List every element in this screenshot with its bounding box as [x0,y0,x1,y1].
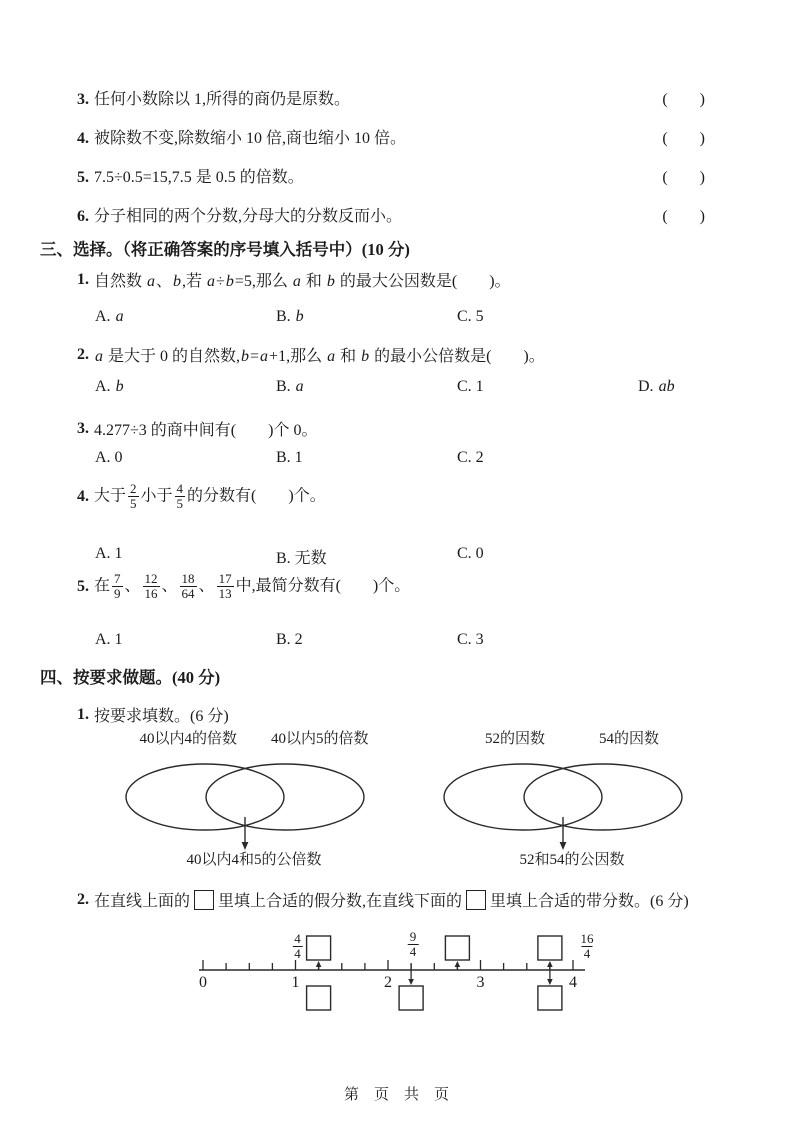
question-number: 2. [77,890,89,908]
choice-options-row [95,545,793,568]
fill-box-below [307,986,331,1010]
question-number: 2. [77,345,89,363]
choice-options-row [95,449,793,467]
choice-option: A. 1 [95,545,123,562]
section4-points: (40 分) [172,668,221,687]
venn-right-label: 40以内5的倍数 [271,731,369,747]
question-text: 被除数不变,除数缩小 10 倍,商也缩小 10 倍。 [94,130,407,147]
up-arrow-head [316,961,322,967]
choice-option: A. a [95,308,124,325]
number-line-label: 3 [476,974,485,991]
double-arrow-head-up [547,961,553,967]
answer-parentheses: ( ) [662,91,705,108]
up-arrow-head [455,961,461,967]
choice-question [77,482,326,512]
choice-option: C. 2 [457,449,484,466]
venn-ellipses-graphic [106,745,402,855]
choice-option: D. ab [638,378,675,395]
choice-option: A. b [95,378,124,395]
number-line-fraction [579,932,596,962]
fill-box-above [307,936,331,960]
number-line-diagram [195,930,597,1022]
question-number: 3. [77,91,89,108]
choice-option: A. 0 [95,449,123,466]
venn-diagram-factors [424,727,720,869]
choice-option: B. 无数 [276,550,327,567]
section4-title: 四、按要求做题。 [40,668,172,687]
venn-bottom-label: 52和54的公因数 [519,852,625,868]
question-text: 自然数 a、b,若 a÷b=5,那么 a 和 b 的最大公因数是( )。 [94,273,511,290]
question-text: 4.277÷3 的商中间有( )个 0。 [94,422,318,439]
venn-ellipse-left [444,764,602,830]
question-text: 7.5÷0.5=15,7.5 是 0.5 的倍数。 [94,169,304,186]
tf-question-row [77,86,705,109]
venn-ellipse-right [524,764,682,830]
venn-ellipses-graphic [424,745,720,855]
answer-parentheses: ( ) [662,130,705,147]
choice-options-row [95,378,793,396]
choice-option: C. 5 [457,308,484,325]
venn-bottom-label: 40以内4和5的公倍数 [186,852,322,868]
question-text: 在直线上面的 里填上合适的假分数,在直线下面的 里填上合适的带分数。(6 分) [94,888,689,911]
venn-diagram-multiples [106,727,402,869]
number-line-label: 1 [291,974,300,991]
question-number: 5. [77,577,89,595]
venn-top-labels [106,727,402,745]
choice-option: C. 0 [457,545,484,562]
fraction-numerator: 16 [580,931,594,946]
number-line-label: 0 [199,974,207,991]
fraction-denominator: 4 [583,946,591,962]
question-text: 分子相同的两个分数,分母大的分数反而小。 [94,208,403,225]
double-arrow-head-down [547,979,553,985]
question-number: 1. [77,705,89,723]
fraction-denominator: 4 [409,944,417,960]
choice-option: C. 1 [457,378,484,395]
number-line-ticks [203,960,573,970]
tf-question-row [77,203,705,226]
down-arrow-head [408,979,414,985]
fraction-numerator: 9 [409,929,417,944]
question-number: 5. [77,169,89,186]
choice-question [77,417,317,440]
fill-box-above [445,936,469,960]
question-text: a 是大于 0 的自然数,b=a+1,那么 a 和 b 的最小公倍数是( )。 [95,348,545,365]
choice-option: B. a [276,378,304,395]
number-line-label: 4 [569,974,577,991]
question-text: 大于 $\frac{2}{5}$ 小于 $\frac{4}{5}$ 的分数有( )个。 [94,481,326,512]
page-footer: 第 页 共 页 [343,1087,449,1103]
question-number: 6. [77,208,89,225]
fill-box-below [538,986,562,1010]
venn-ellipse-right [206,764,364,830]
number-line-fraction [408,930,419,960]
choice-question [77,572,410,602]
number-line-label: 2 [384,974,392,991]
question-text: 按要求填数。(6 分) [94,708,229,725]
answer-parentheses: ( ) [662,169,705,186]
choice-question [77,343,545,366]
venn-ellipse-left [126,764,284,830]
choice-option: C. 3 [457,631,484,648]
section4-q1 [77,703,229,726]
choice-option: B. 1 [276,449,303,466]
venn-right-label: 54的因数 [599,731,660,747]
choice-question [77,268,511,291]
question-text: 在 $\frac{7}{9}$ 、 $\frac{12}{16}$ 、 $\frac{18}{64}$ 、 $\frac{17}{13}$ 中,最简分数有( )个。 [94,571,411,602]
tf-question-row [77,125,705,148]
question-text: 任何小数除以 1,所得的商仍是原数。 [94,91,351,108]
fraction-denominator: 4 [294,946,301,962]
question-number: 4. [77,130,89,147]
number-line-fraction [292,932,303,962]
venn-top-labels [424,727,720,745]
choice-option: B. b [276,308,304,325]
section3-subtitle: （将正确答案的序号填入括号中）(10 分) [122,240,410,259]
section3-header [40,236,410,260]
venn-left-label: 52的因数 [484,731,545,747]
fill-box-above [538,936,562,960]
fraction-numerator: 4 [294,931,301,946]
fill-box-below [399,986,423,1010]
choice-options-row [95,631,793,649]
tf-question-row [77,164,705,187]
section4-header [40,664,220,688]
section3-title: 三、选择。 [40,240,123,259]
question-number: 3. [77,419,89,437]
choice-option: B. 2 [276,631,303,648]
choice-options-row [95,308,793,326]
number-line-graphic [195,930,597,1022]
choice-option: A. 1 [95,631,123,648]
section4-q2 [77,888,689,911]
question-number: 4. [77,487,89,505]
venn-left-label: 40以内4的倍数 [139,731,237,747]
question-number: 1. [77,270,89,288]
answer-parentheses: ( ) [662,208,705,225]
